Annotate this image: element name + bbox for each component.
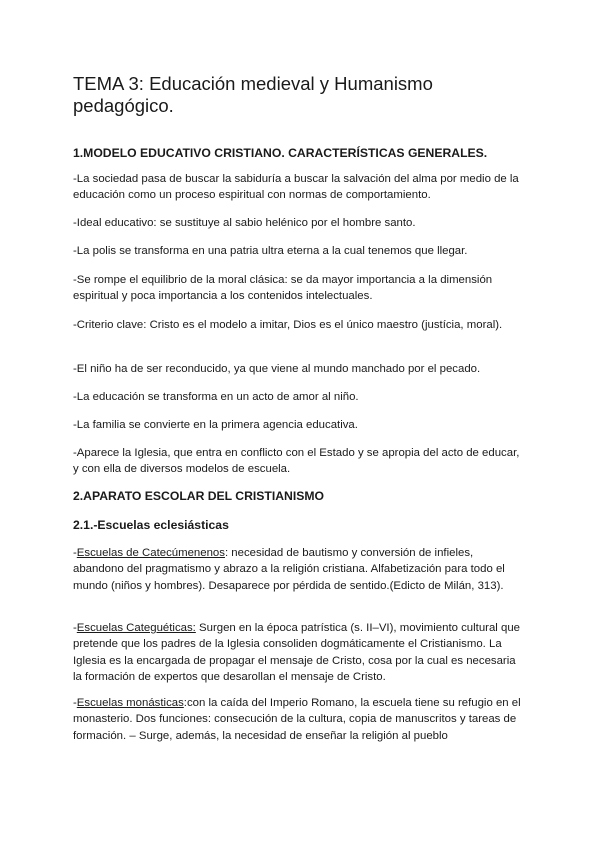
item-prefix: -	[73, 622, 77, 634]
paragraph: -La sociedad pasa de buscar la sabiduría a buscar la salvación del alma por medio de la educación como un proceso espiritual con normas de comportamiento.	[73, 173, 519, 202]
item-text: Surgen en la época patrística (s. II–VI), movimiento cultural que pretende que los padres de la Iglesia consoliden dogmáticamente el Cristianismo. La Iglesia es la encargada de propagar el mensaje de Cristo, cosa por la cual es necesaria la formación de expertos que desarollan el mensaje de Cristo.	[73, 622, 521, 684]
item-term: Escuelas de Catecúmenenos	[76, 547, 225, 559]
item-term: Escuelas monásticas	[76, 697, 184, 709]
item-text: :con la caída del Imperio Romano, la escuela tiene su refugio en el monasterio. Dos funciones: consecución de la cultura, copia de manuscritos y tareas de formación. – Surge, además, la necesidad de enseñar la religión al pueblo	[73, 697, 521, 742]
paragraph: -Criterio clave: Cristo es el modelo a imitar, Dios es el único maestro (justícia, moral).	[73, 319, 503, 331]
paragraph: -Ideal educativo: se sustituye al sabio helénico por el hombre santo.	[73, 217, 416, 229]
paragraph: -Se rompe el equilibrio de la moral clásica: se da mayor importancia a la dimensión espiritual y poca importancia a los contenidos intelectuales.	[73, 274, 493, 303]
list-item	[73, 620, 523, 686]
paragraph: -La polis se transforma en una patria ultra eterna a la cual tenemos que llegar.	[73, 245, 468, 257]
item-text: : necesidad de bautismo y conversión de infieles, abandono del pragmatismo y abrazo a la religión cristiana. Alfabetización para todo el mundo (niños y hombres). Desaparece por pérdida de sentido.(Edicto de Milán, 313).	[73, 547, 505, 592]
item-term: Escuelas Categuéticas:	[76, 622, 196, 634]
list-item	[73, 695, 523, 744]
item-prefix: -	[73, 547, 77, 559]
paragraph: -El niño ha de ser reconducido, ya que viene al mundo manchado por el pecado.	[73, 363, 481, 375]
paragraph: -La educación se transforma en un acto de amor al niño.	[73, 391, 359, 403]
list-item	[73, 545, 523, 594]
page-title: TEMA 3: Educación medieval y Humanismo pedagógico.	[73, 73, 433, 116]
paragraph: -Aparece la Iglesia, que entra en conflicto con el Estado y se apropia del acto de educar, y con ella de diversos modelos de escuela.	[73, 447, 520, 476]
item-prefix: -	[73, 697, 77, 709]
section-2-heading: 2.APARATO ESCOLAR DEL CRISTIANISMO	[73, 489, 324, 503]
paragraph: -La familia se convierte en la primera agencia educativa.	[73, 419, 358, 431]
section-2-1-heading: 2.1.-Escuelas eclesiásticas	[73, 518, 229, 532]
section-1-heading: 1.MODELO EDUCATIVO CRISTIANO. CARACTERÍSTICAS GENERALES.	[73, 146, 488, 160]
